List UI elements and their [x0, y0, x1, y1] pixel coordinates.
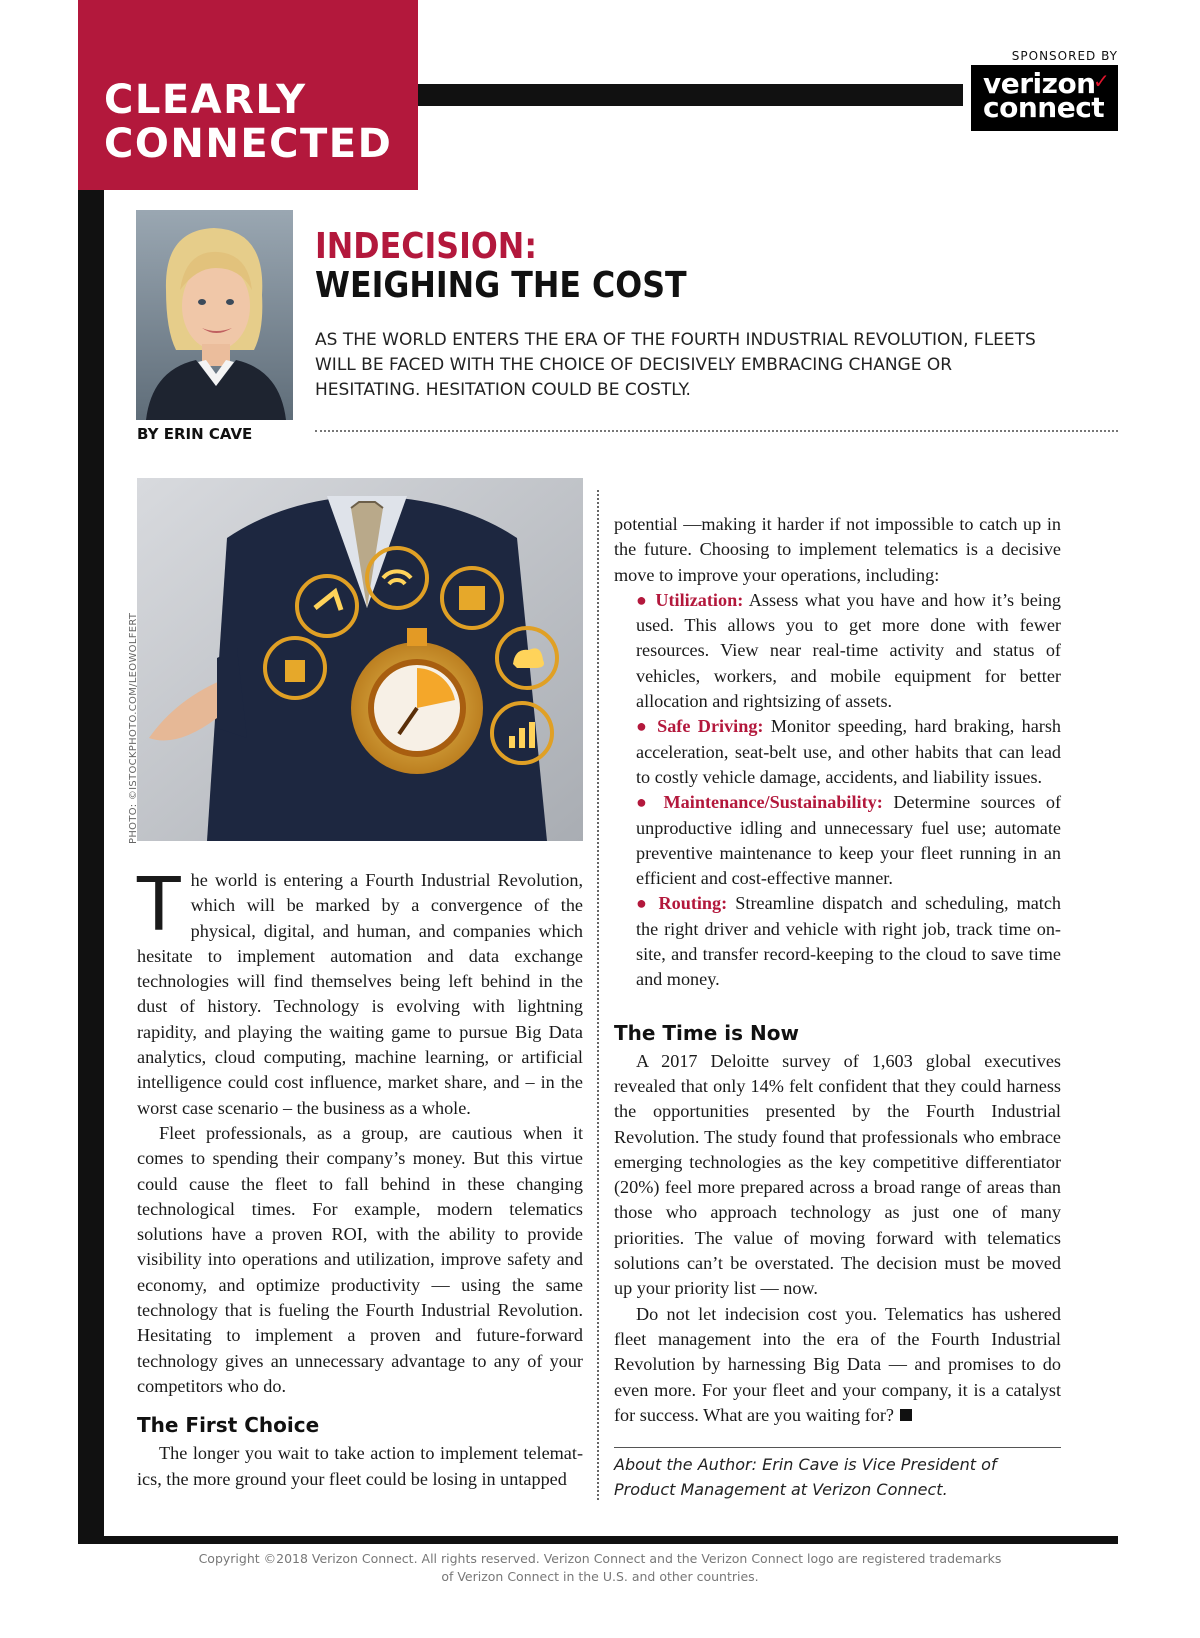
bottom-page-rule [78, 1536, 1118, 1544]
logo-line2: connect [983, 91, 1105, 124]
bullet-term: Maintenance/Sustainability: [663, 792, 883, 813]
bullet-icon: ● [636, 792, 653, 813]
about-divider [614, 1447, 1061, 1448]
logo-line1: verizon [983, 67, 1096, 100]
list-item [636, 790, 1061, 891]
bullet-text: Determine sources of unproductive idling and unnecessary fuel use; automate preventive maintenance to keep your fleet running in an efficient and cost-effective manner. [636, 792, 1062, 889]
checkmark-icon: ✓ [1093, 69, 1110, 93]
paragraph [135, 859, 583, 1121]
list-item [636, 588, 1061, 714]
copyright-line2: of Verizon Connect in the U.S. and other countries. [441, 1569, 759, 1584]
list-item [636, 891, 1061, 992]
paragraph: Fleet professionals, as a group, are cautious when it comes to spending their company’s money. But this virtue could cause the fleet to fall behind in these changing technological times. For example, modern telematics solutions have a proven ROI, with the ability to provide visibility into operations and utilization, improve safety and economy, and optimize productivity — using the same technology that is fueling the Fourth Industrial Revolution. Hesitating to implement a proven and future-forward technology gives an unnecessary advantage to any of your competitors who do. [137, 1122, 583, 1396]
byline: BY ERIN CAVE [137, 425, 253, 443]
section-title-line1: CLEARLY [104, 77, 307, 123]
paragraph: A 2017 Deloitte survey of 1,603 global executives revealed that only 14% felt confident that they could harness the opportunities presented by the Fourth Industrial Revolution. The study found that professionals who embrace emerging technologies as the key competitive differentiator (20%) feel more prepared across a broad range of areas than those who approach technology as just one of many priorities. The value of moving forward with telematics solutions can’t be overstated. The decision must be moved up your priority list — now. [614, 1050, 1061, 1299]
column-divider [597, 490, 599, 1500]
about-author: About the Author: Erin Cave is Vice President of Product Management at Verizon Connect. [614, 1455, 997, 1499]
subhead-first-choice: The First Choice [137, 1413, 320, 1438]
paragraph-text: he world is entering a Fourth Industrial Revolution, which will be marked by a convergence of the physical, digital, and human, and companies which hesitate to implement automation and data exchange technologies will find themselves being left behind in the dust of history. Technology is evolving with lightning rapidity, and playing the waiting game to pursue Big Data analytics, cloud computing, machine learning, or artificial intelligence could cost influence, market share, and – in the worst case scenario – the business as a whole. [137, 870, 583, 1118]
header-rule [418, 84, 963, 106]
bullet-term: Safe Driving: [657, 716, 764, 737]
drop-cap: T [135, 859, 183, 947]
sponsor-label: SPONSORED BY [1011, 49, 1118, 63]
bullet-text: Assess what you have and how it’s being used. This allows you to get more done with fewer resources. View near real-time activity and status of vehicles, workers, and mobile equipment for better allocation and rightsizing of assets. [636, 589, 1062, 712]
bullet-text: Streamline dispatch and scheduling, match the right driver and vehicle with right job, track time on-site, and transfer record-keeping to the cloud to save time and money. [636, 893, 1062, 990]
headline-line1: INDECISION: [315, 226, 537, 267]
bullet-text: Monitor speeding, hard braking, harsh acceleration, seat-belt use, and other habits that can lead to costly vehicle damage, accidents, and liability issues. [636, 716, 1062, 787]
verizon-connect-logo [971, 65, 1118, 131]
paragraph: potential —making it harder if not impossible to catch up in the future. Choosing to implement telematics is a decisive move to improve your operations, including: [614, 514, 1061, 585]
businessman-tech-icons-illustration [137, 478, 583, 841]
end-mark-icon [900, 1409, 912, 1421]
section-title-line2: CONNECTED [104, 121, 393, 167]
left-column [135, 859, 583, 1492]
left-page-rule [78, 190, 104, 1544]
bullet-term: Routing: [658, 893, 728, 914]
photo-credit: PHOTO: ©ISTOCKPHOTO.COM/LEOWOLFERT [128, 612, 139, 844]
copyright-footer [0, 1550, 1200, 1586]
section-title [104, 78, 392, 166]
author-portrait-icon [136, 210, 293, 420]
dotted-divider [315, 430, 1118, 432]
list-item [636, 714, 1061, 790]
right-column [614, 512, 1061, 1428]
paragraph-text: Do not let indecision cost you. Telematics has ushered fleet management into the era of the Fourth Industrial Revolution by harnessing Big Data — and promises to do even more. For your fleet and your company, it is a catalyst for success. What are you waiting for? [614, 1303, 1061, 1425]
subhead-time-is-now: The Time is Now [614, 1020, 799, 1045]
article-deck: AS THE WORLD ENTERS THE ERA OF THE FOURTH INDUSTRIAL REVOLUTION, FLEETS WILL BE FACED WITH THE CHOICE OF DECISIVELY EMBRACING CHANGE OR HESITATING. HESITATION COULD BE COSTLY. [315, 330, 1036, 400]
bullet-term: Utilization: [655, 589, 744, 610]
hero-image [137, 478, 583, 841]
bullet-icon: ● [636, 589, 649, 610]
bullet-icon: ● [636, 716, 650, 737]
headline-line2: WEIGHING THE COST [315, 265, 687, 306]
author-photo [136, 210, 293, 420]
copyright-line1: Copyright ©2018 Verizon Connect. All rights reserved. Verizon Connect and the Verizon Connect logo are registered trademarks [198, 1551, 1002, 1566]
paragraph [614, 1302, 1061, 1428]
bullet-list [614, 588, 1061, 993]
paragraph: The longer you wait to take action to implement telematics, the more ground your fleet could be losing in untapped [137, 1443, 583, 1489]
bullet-icon: ● [636, 893, 651, 914]
